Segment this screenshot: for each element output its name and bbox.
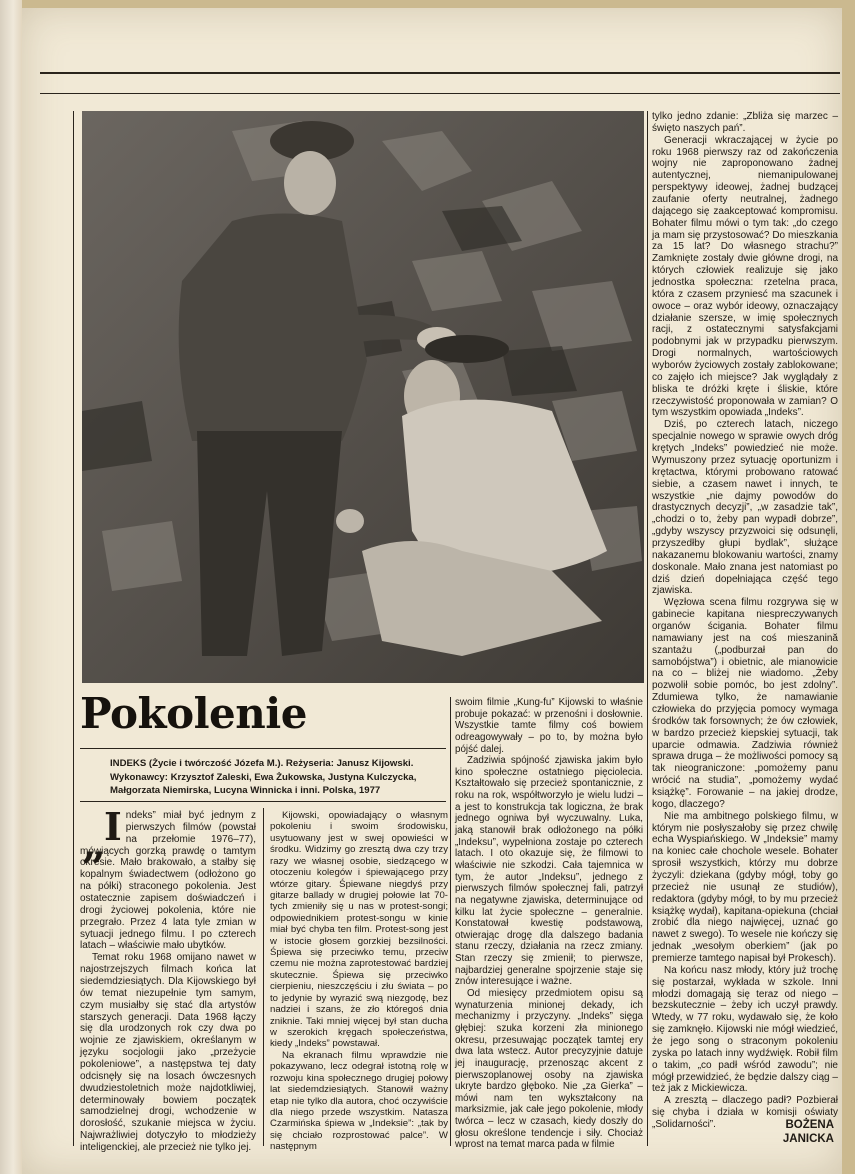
credits-rule-top <box>80 748 446 749</box>
paragraph: Od miesięcy przedmiotem opisu są wynaturzenia minionej dekady, ich mechanizmy i przyczyny. „Indeks” sięga głębiej: szuka korzeni zła minionego okresu, przesuwając początek tamtej ery dwa lata wstecz. Autor precyzyjnie datuje jej inaugurację, przenosząc akcent z pierwszoplanowej osoby na zjawiska ukryte bardzo głęboko. Nie „za Gierka” – mówi nam ten wykształcony na marksizmie, jak całe jego pokolenie, młody twórca – lecz w czasach, kiedy doszły do głosu określone tendencje i siły. Chociaż wprost na temat marca pada w filmie <box>455 988 643 1151</box>
paragraph: A zresztą – dlaczego padł? Pozbierał się chyba i działa w komisji oświaty „Solidarności”. <box>652 1095 838 1131</box>
author-byline <box>770 1118 834 1146</box>
paragraph: Na ekranach filmu wprawdzie nie pokazywano, lecz odegrał istotną rolę w rozwoju kina społecznego drugiej połowy lat siedemdziesiątych. Stanowił ważny etap nie tylko dla autora, choć oczywiście dla niego przede wszystkim. Natasza Czarmińska śpiewa w „Indeksie”: „tak by się chciało rozprostować palce”. W następnym <box>270 1049 448 1153</box>
header-rule-top <box>40 72 840 74</box>
article-column-1 <box>80 804 256 1154</box>
column-divider <box>263 808 264 1146</box>
paragraph: Zadziwia spójność zjawiska jakim było kino społeczne ostatniego pięciolecia. Kształtowało się przecież spontanicznie, z roku na rok, współtworzyło je wielu ludzi – a jest to konstrukcja tak logiczna, że brak jednego ogniwa był wyczuwalny. Luka, jaką stanowił brak odłożonego na półki „Indeksu”, wypełniona zostaje po czterech latach. I oto okazuje się, że filmowi to właściwie nie szkodzi. Cała tajemnica w tym, że autor „Indeksu”, jednego z pierwszych filmów społecznej fali, patrzył na negatywne zjawiska, determinujące od kilku lat życie społeczne – generalnie. Konstatował kwestię podstawową, otwierając drogę dla dalszego badania stanu rzeczy, działania na rzecz zmiany. Stan rzeczy się zmienił; to pierwsze, najbardziej generalne spojrzenie staje się znów interesujące i ważne. <box>455 755 643 988</box>
paragraph: swoim filmie „Kung-fu” Kijowski to właśnie probuje pokazać: w przenośni i dosłownie. Wszystkie tamte filmy coś bowiem odreagowywały – po to, by można było pójść dalej. <box>455 697 643 755</box>
article-column-4 <box>652 111 838 1131</box>
article-column-2 <box>270 810 448 1153</box>
left-border-line <box>73 111 74 1146</box>
paragraph: Węzłowa scena filmu rozgrywa się w gabinecie kapitana niespreczywanych organów ścigania. Bohater filmu namawiany jest na coś mieszanină szantażu („podburzał pan do samobójstwa”) i obietnic, ale mianowicie na co – bliżej nie wiadomo. „Żeby pozwolił sobie pomóc, bo jest zdolny”. Zdumiewa tylko, że namawianie człowieka do przyjęcia pomocy wymaga środków tak forsownych; że ów człowiek, w bardzo przecież kiepskiej sytuacji, tak uparcie odmawia. Zadziwia również sprawa druga – że możliwości pomocy są tak nieograniczone: „pomożemy panu wrócić na studia”, „pomożemy wydać książkę”. Forowanie – na jakiej drodze, kogo, dlaczego? <box>652 597 838 810</box>
paragraph: Generacji wkraczającej w życie po roku 1968 pierwszy raz od zakończenia wojny nie zaproponowano żadnej autentycznej, niemanipulowanej perspektywy ideowej, żadnej budzącej zaufanie oferty neutralnej, żadnego dającego się zaakceptować kompromisu. Bohater filmu mówi o tym tak: „do czego ja mam się przystosować? Do mieszkania za 15 lat? Do własnego strachu?” Zamknięte zostały dwie główne drogi, na których człowiek realizuje się jako jednostka społeczna: rzetelna praca, która z czasem przyniesć ma szacunek i owoce – oraz wybór ideowy, oznaczający działanie szersze, w imię społecznych racji, z ostatecznymi satysfakcjami podobnymi jak w przypadku pierwszym. Drogi normalnych, wartościowych wyborów życiowych zostały zablokowane; co zajęło ich miejsce? Jak wyglądały z bliska te dróżki kręte i śliskie, które rzeczywistość proponowała w zamian? O tym wszystkim opowiada „Indeks”. <box>652 134 838 419</box>
opening-quote-mark: „ <box>82 819 107 868</box>
paragraph: Na końcu nasz młody, który już trochę się postarzał, wykłada w szkole. Inni młodzi domagają się teraz od niego – bezskutecznie – żeby ich uczył prawdy. Wtedy, w 77 roku, wydawało się, że koło się zamknęło. Kijowski nie mógł wiedzieć, że jego song o straconym pokoleniu zyska po latach inny wydźwięk. Robił film o takim, „co padł wśród zawodu”; nie mógł przewidzieć, że będzie dalszy ciąg – też jak z Mickiewicza. <box>652 964 838 1095</box>
paragraph: Dziś, po czterech latach, niczego specjalnie nowego w sprawie owych dróg krętych „Indeks” powiedzieć nie może. Wymuszony przez sytuację oportunizm i krętactwa, którymi probowano ratować siebie, a czasem nawet i innych, te wszystkie „nie dajmy powodów do drastycznych decyzji”, „w zasadzie tak”, „chodzi o to, żeby pan wypadł dobrze”, „gdyby wszyscy przyzwoici się odsunęli, przyszedłby głupi bydlak”, służące nakazanemu blokowaniu wartości, znamy doskonale. Mało znana jest natomiast po dziś dzień dopełniająca część tego zjawiska. <box>652 419 838 597</box>
paragraph: Temat roku 1968 omijano nawet w najostrzejszych filmach końca lat siedemdziesiątych. Dla Kijowskiego był ów temat niezupełnie tym samym, czym musiałby się stać dla artystów starszych generacji. Data 1968 łączy się dla urodzonych rok czy dwa po wojnie ze zjawiskiem, określanym w języku socjologii jako „przeżycie pokoleniowe”, a następstwa tej daty odcisnęły się na losach ówczesnych dwudziestoletnich może najdotkliwiej, determinowały bowiem początek samodzielnej drogi, wchodzenie w dorosłość, szukanie miejsca w życiu. Najwrażliwiej dotyczyło to młodzieży inteligenckiej, ale przecież nie tylko jej. <box>80 952 256 1154</box>
drop-cap-block <box>80 804 256 952</box>
drop-cap-letter: I <box>104 804 122 849</box>
paragraph: tylko jedno zdanie: „Zbliża się marzec – święto naszych pań”. <box>652 111 838 134</box>
header-rule-bottom <box>40 93 840 94</box>
author-last-name: JANICKA <box>782 1133 834 1145</box>
paragraph: Nie ma ambitnego polskiego filmu, w którym nie posłyszałoby się przez chwilę echa Wyspiańskiego. W „Indeksie” mamy na koniec całe chochole wesele. Bohater sprosił wszystkich, którzy mu dobrze życzyli: dziekana (gdyby mógł, toby go przecież nie usunął ze studiów), redaktora (gdyby mógł, to by mu przecież książkę wydał), kapitana-opiekuna (chciał zrobić dla niego najwięcej, uznać go nawet z swego). To wesele nie kończy się jednak „wesołym oberkiem” (jak po premierze tamtego napisał był Prokesch). <box>652 810 838 965</box>
page-edge <box>0 0 22 1174</box>
paragraph: Kijowski, opowiadający o własnym pokoleniu i swoim środowisku, usytuowany jest w swej opowieści w środku. Widzimy go zresztą dwa czy trzy razy we własnej osobie, siedzącego w otoczeniu kolegów i śpiewającego przy wtórze gitary. Śpiewane niegdyś przy gitarze ballady w drugiej połowie lat 70-tych zmieniły się u nas w protest-songi; odpowiednikiem protest-songu w kinie miał być chyba ten film. Protest-song jest w istocie głosem gorzkiej bezsilności. Śpiewa się przeciwko temu, przeciw czemu nie można zaprotestować bardziej skutecznie. Śpiewa się przeciwko cierpieniu, nieszczęściu i złu świata – po to jedynie by wyrazić swą niezgodę, bez nadziei i szans, że zło któregoś dnia zniknie. Taki mniej więcej był stan ducha w szerokich kręgach społeczeństwa, kiedy „Indeks” powstawał. <box>270 810 448 1050</box>
film-credits: INDEKS (Życie i twórczość Józefa M.). Reżyseria: Janusz Kijowski. Wykonawcy: Krzysztof Zaleski, Ewa Żukowska, Justyna Kulczycka, Małgorzata Niemirska, Lucyna Winnicka i inni. Polska, 1977 <box>110 758 417 796</box>
column-divider <box>647 111 648 1146</box>
paragraph: ndeks” miał być jednym z pierwszych filmów (powstał na przełomie 1976–77), mówiących gorzką prawdę o tamtym okresie. Mało brakowało, a stałby się kopalnym świadectwem (odłożono go na półki) straconego pokolenia. Jest ostatecznie zapisem doświadczeń i drogi życiowej pokolenia, które nie przegrało. Przez 4 lata tyle zmian w sytuacji jednego filmu. I po czterech latach – właściwie mało ubytków. <box>80 810 256 952</box>
article-headline: Pokolenie <box>80 689 307 738</box>
article-column-3 <box>455 697 643 1151</box>
credits-rule-bottom <box>80 801 446 802</box>
author-first-name: BOŻENA <box>785 1119 834 1131</box>
film-still-photo <box>82 111 644 683</box>
